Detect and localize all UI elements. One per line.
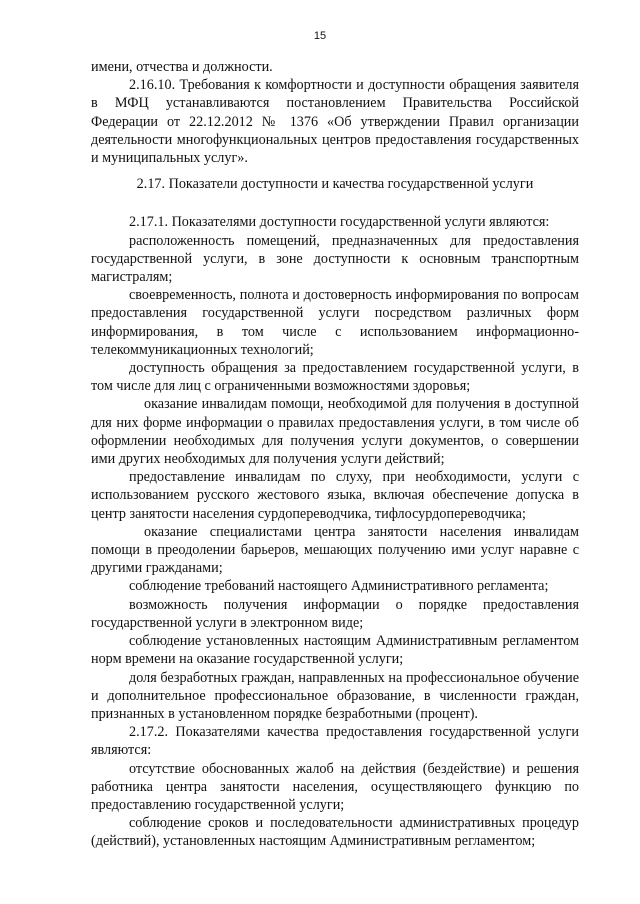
paragraph: предоставление инвалидам по слуху, при необходимости, услуги с использованием русского жестового языка, включая обеспечение допуска в центр занятости населения сурдопереводчика, тифлосурдопереводчика;: [91, 469, 579, 522]
paragraph: доля безработных граждан, направленных на профессиональное обучение и дополнительное профессиональное образование, в численности граждан, признанных в установленном порядке безработными (процент).: [91, 669, 579, 722]
page-number: 15: [313, 30, 327, 42]
paragraph: соблюдение сроков и последовательности административных процедур (действий), установленных настоящим Административным регламентом;: [91, 815, 579, 850]
paragraph: имени, отчества и должности.: [91, 59, 273, 75]
paragraph: 2.17.2. Показателями качества предоставления государственной услуги являются:: [91, 724, 579, 759]
paragraph: отсутствие обоснованных жалоб на действия (бездействие) и решения работника центра занятости населения, осуществляющего функцию по предоставлению государственной услуги;: [91, 760, 579, 813]
paragraph: соблюдение требований настоящего Административного регламента;: [129, 578, 549, 595]
paragraph: соблюдение установленных настоящим Административным регламентом норм времени на оказание государственной услуги;: [91, 633, 579, 668]
paragraph: расположенность помещений, предназначенных для предоставления государственной услуги, в зоне доступности к основным транспортным магистралям;: [91, 232, 579, 286]
paragraph: доступность обращения за предоставлением государственной услуги, в том числе для лиц с ограниченными возможностями здоровья;: [91, 360, 579, 395]
paragraph: оказание инвалидам помощи, необходимой для получения в доступной для них форме информации о правилах предоставления услуги, в том числе об оформлении необходимых для получения услуги документов, о совершении ими других необходимых для получения услуги действий;: [91, 396, 579, 468]
document-body: [91, 58, 579, 851]
paragraph: оказание специалистами центра занятости населения инвалидам помощи в преодолении барьеров, мешающих получению ими услуг наравне с другими гражданами;: [91, 523, 579, 577]
section-heading: 2.17. Показатели доступности и качества государственной услуги: [136, 176, 534, 193]
paragraph: возможность получения информации о порядке предоставления государственной услуги в электронном виде;: [91, 596, 579, 631]
paragraph: 2.16.10. Требования к комфортности и доступности обращения заявителя в МФЦ устанавливаются постановлением Правительства Российской Федерации от 22.12.2012 № 1376 «Об утверждении Правил организации деятельности многофункциональных центров предоставления государственных и муниципальных услуг».: [91, 77, 579, 167]
paragraph: 2.17.1. Показателями доступности государственной услуги являются:: [129, 214, 550, 231]
paragraph: своевременность, полнота и достоверность информирования по вопросам предоставления государственной услуги посредством различных форм информирования, в том числе с использованием информационно-телекоммуникационных технологий;: [91, 287, 579, 358]
